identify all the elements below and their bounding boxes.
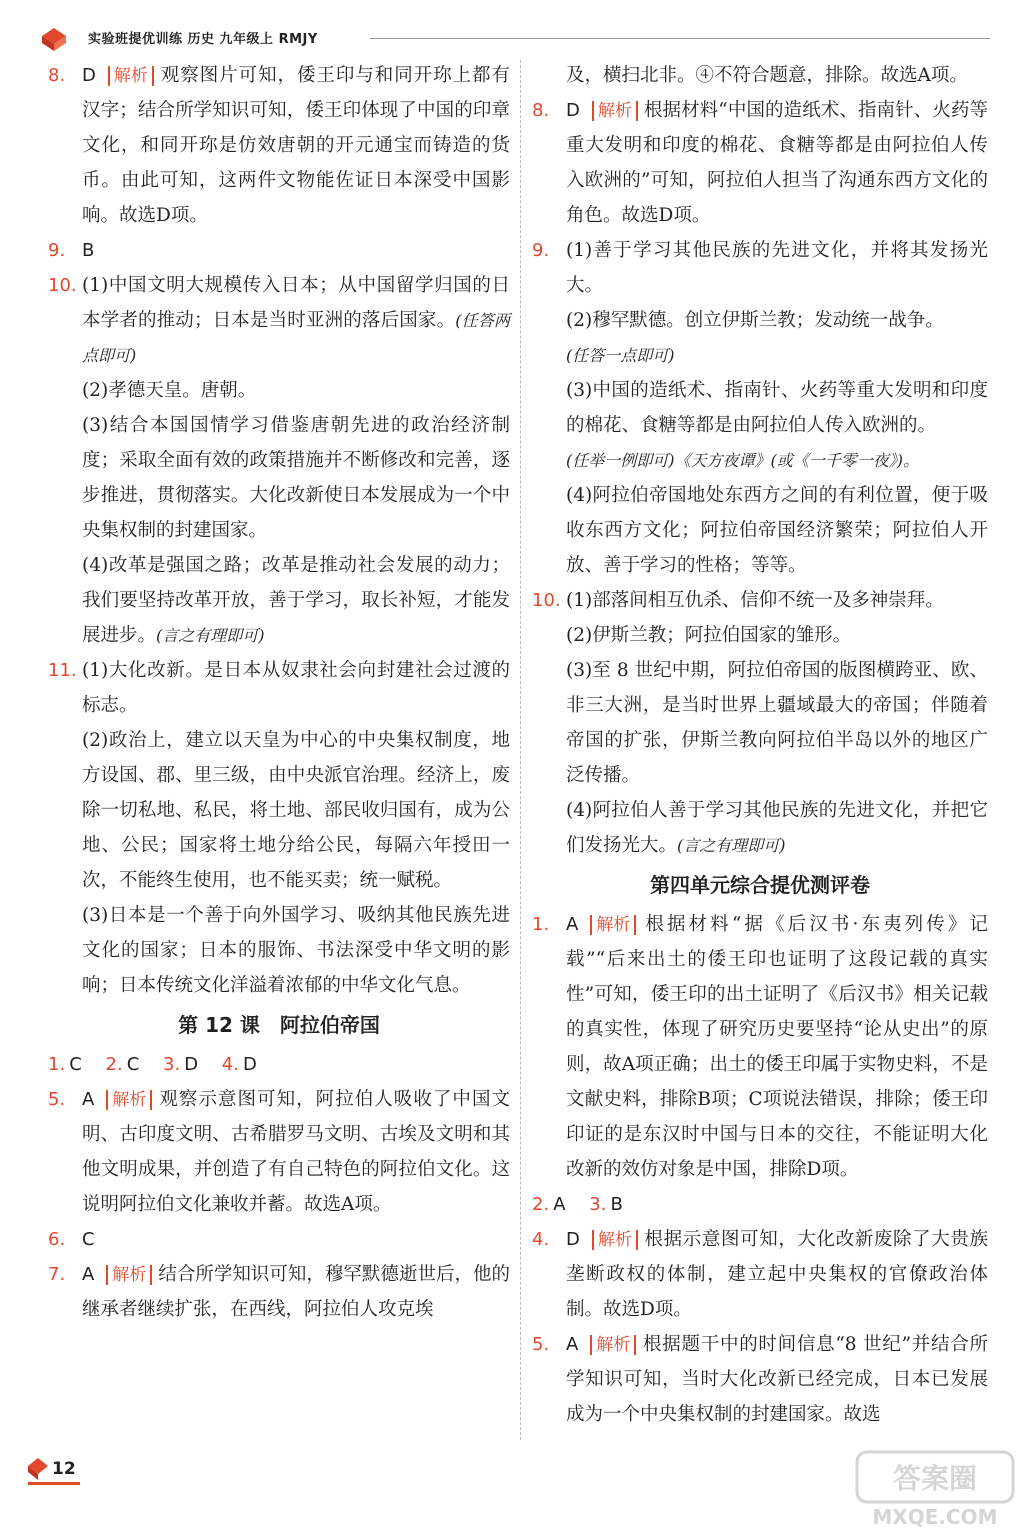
svg-text:答案圈: 答案圈 bbox=[892, 1462, 978, 1495]
answer-note: (任答两点即可) bbox=[82, 311, 510, 365]
page-number: 12 bbox=[52, 1459, 76, 1479]
lesson-title: 第 12 课 阿拉伯帝国 bbox=[178, 1013, 380, 1037]
page-marker-icon bbox=[28, 1458, 48, 1480]
question-number: 9. bbox=[532, 240, 550, 261]
answer-item-8 bbox=[48, 58, 510, 233]
analysis-tag: 解析 bbox=[590, 1335, 636, 1355]
question-number: 4. bbox=[532, 1229, 550, 1250]
question-number: 10. bbox=[48, 275, 77, 296]
answer-item-7-continued: 及，横扫北非。④不符合题意，排除。故选A项。 bbox=[566, 65, 968, 86]
book-logo-icon bbox=[40, 26, 68, 52]
question-number: 8. bbox=[48, 65, 66, 86]
answer-item-11 bbox=[48, 653, 510, 723]
question-number: 2. bbox=[105, 1054, 123, 1075]
column-divider bbox=[520, 60, 521, 1440]
analysis-tag: 解析 bbox=[108, 66, 154, 86]
answer-part-3: (3)结合本国国情学习借鉴唐朝先进的政治经济制度；采取全面有效的政策措施并不断修改和完善，逐步推进，贯彻落实。大化改新使日本发展成为一个中央集权制的封建国家。 bbox=[82, 415, 510, 541]
answer-item-8 bbox=[532, 93, 988, 233]
question-number: 11. bbox=[48, 660, 77, 681]
answer-part-1: (1)部落间相互仇杀、信仰不统一及多神崇拜。 bbox=[566, 590, 944, 611]
question-number: 1. bbox=[48, 1054, 66, 1075]
answer-note: (任举一例即可)《天方夜谭》(或《一千零一夜》)。 bbox=[566, 451, 919, 470]
question-number: 4. bbox=[221, 1054, 239, 1075]
answer-part-2: (2)政治上，建立以天皇为中心的中央集权制度，地方设国、郡、里三级，由中央派官治理。经济上，废除一切私地、私民，将土地、部民收归国有，成为公地、公民；国家将土地分给公民，每隔六年授田一次，不能终生使用，也不能买卖；统一赋税。 bbox=[82, 730, 510, 891]
analysis-tag: 解析 bbox=[590, 915, 636, 935]
answer-letter: A bbox=[566, 1334, 579, 1355]
answer-part-4: (4)改革是强国之路；改革是推动社会发展的动力；我们要坚持改革开放，善于学习，取长补短，才能发展进步。 bbox=[82, 555, 510, 646]
answer-letter: C bbox=[82, 1229, 95, 1250]
answer-part-2: (2)伊斯兰教；阿拉伯国家的雏形。 bbox=[566, 625, 852, 646]
answer-letter: D bbox=[566, 1229, 580, 1250]
unit-answer-item-5 bbox=[532, 1327, 988, 1432]
svg-text:MXQE.COM: MXQE.COM bbox=[872, 1505, 998, 1529]
page-number-underline bbox=[28, 1482, 80, 1485]
answer-part-4: (4)阿拉伯人善于学习其他民族的先进文化，并把它们发扬光大。 bbox=[566, 800, 988, 856]
answer-letter: D bbox=[82, 65, 96, 86]
left-column bbox=[48, 58, 510, 1327]
answer-item-5 bbox=[48, 1082, 510, 1222]
answer-letter: D bbox=[242, 1054, 257, 1075]
answer-part-3: (3)日本是一个善于向外国学习、吸纳其他民族先进文化的国家；日本的服饰、书法深受中华文明的影响；日本传统文化洋溢着浓郁的中华文化气息。 bbox=[82, 905, 510, 996]
answer-note: (言之有理即可) bbox=[156, 626, 265, 645]
answer-letter: C bbox=[126, 1054, 140, 1075]
answer-part-3: (3)至 8 世纪中期，阿拉伯帝国的版图横跨亚、欧、非三大洲，是当时世界上疆域最大的帝国；伴随着帝国的扩张，伊斯兰教向阿拉伯半岛以外的地区广泛传播。 bbox=[566, 660, 988, 786]
answer-letter: B bbox=[82, 240, 95, 261]
page-number-badge bbox=[28, 1456, 80, 1484]
answer-item-9 bbox=[532, 233, 988, 303]
unit-title: 第四单元综合提优测评卷 bbox=[650, 873, 870, 897]
question-number: 8. bbox=[532, 100, 550, 121]
question-number: 2. bbox=[532, 1194, 550, 1215]
answer-item-10 bbox=[48, 268, 510, 373]
answer-item-9 bbox=[48, 233, 510, 268]
answer-letter: A bbox=[82, 1089, 95, 1110]
answer-letter: A bbox=[82, 1264, 95, 1285]
answer-item-7 bbox=[48, 1257, 510, 1327]
header-title: 实验班提优训练 历史 九年级上 RMJY bbox=[88, 32, 318, 47]
header-rule bbox=[370, 38, 990, 39]
answer-part-2: (2)孝德天皇。唐朝。 bbox=[82, 380, 257, 401]
answer-part-4: (4)阿拉伯帝国地处东西方之间的有利位置，便于吸收东西方文化；阿拉伯帝国经济繁荣；阿拉伯人开放、善于学习的性格；等等。 bbox=[566, 485, 988, 576]
answer-note: (言之有理即可) bbox=[677, 836, 786, 855]
analysis-tag: 解析 bbox=[592, 1230, 638, 1250]
analysis-text: 根据材料“据《后汉书·东夷列传》记载”“后来出土的倭王印也证明了这段记载的真实性”可知，倭王印的出土证明了《后汉书》相关记载的真实性，体现了研究历史要坚持“论从史出”的原则，故A项正确；出土的倭王印属于实物史料，不是文献史料，排除B项；C项说法错误，排除；倭王印印证的是东汉时中国与日本的交往，不能证明大化改新的效仿对象是中国，排除D项。 bbox=[566, 914, 988, 1180]
question-number: 5. bbox=[532, 1334, 550, 1355]
question-number: 6. bbox=[48, 1229, 66, 1250]
analysis-text: 根据题干中的时间信息“8 世纪”并结合所学知识可知，当时大化改新已经完成，日本已发展成为一个中央集权制的封建国家。故选 bbox=[566, 1334, 988, 1425]
question-number: 3. bbox=[163, 1054, 181, 1075]
analysis-text: 观察示意图可知，阿拉伯人吸收了中国文明、古印度文明、古希腊罗马文明、古埃及文明和其他文明成果，并创造了有自己特色的阿拉伯文化。这说明阿拉伯文化兼收并蓄。故选A项。 bbox=[82, 1089, 510, 1215]
analysis-text: 结合所学知识可知，穆罕默德逝世后，他的继承者继续扩张，在西线，阿拉伯人攻克埃 bbox=[82, 1264, 510, 1320]
quick-answers-row bbox=[48, 1047, 510, 1082]
answer-item-10 bbox=[532, 583, 988, 618]
question-number: 1. bbox=[532, 914, 550, 935]
question-number: 7. bbox=[48, 1264, 66, 1285]
analysis-tag: 解析 bbox=[106, 1090, 152, 1110]
answer-part-3: (3)中国的造纸术、指南针、火药等重大发明和印度的棉花、食糖等都是由阿拉伯人传入欧洲的。 bbox=[566, 380, 988, 436]
page-header bbox=[40, 22, 990, 56]
analysis-text: 观察图片可知，倭王印与和同开珎上都有汉字；结合所学知识可知，倭王印体现了中国的印章文化，和同开珎是仿效唐朝的开元通宝而铸造的货币。由此可知，这两件文物能佐证日本深受中国影响。故选D项。 bbox=[82, 65, 510, 226]
analysis-tag: 解析 bbox=[106, 1265, 152, 1285]
answer-letter: D bbox=[566, 100, 580, 121]
answer-part-1: (1)善于学习其他民族的先进文化，并将其发扬光大。 bbox=[566, 240, 988, 296]
answer-part-2: (2)穆罕默德。创立伊斯兰教；发动统一战争。 bbox=[566, 310, 944, 331]
answer-letter: B bbox=[610, 1194, 623, 1215]
right-column bbox=[532, 58, 988, 1432]
question-number: 9. bbox=[48, 240, 66, 261]
analysis-text: 根据材料“中国的造纸术、指南针、火药等重大发明和印度的棉花、食糖等都是由阿拉伯人传入欧洲的”可知，阿拉伯人担当了沟通东西方文化的角色。故选D项。 bbox=[566, 100, 988, 226]
answer-part-4-block bbox=[48, 548, 510, 653]
question-number: 5. bbox=[48, 1089, 66, 1110]
unit-answer-item-4 bbox=[532, 1222, 988, 1327]
answer-part-4-block bbox=[532, 793, 988, 863]
answer-letter: D bbox=[184, 1054, 199, 1075]
analysis-tag: 解析 bbox=[592, 101, 638, 121]
answer-part-1: (1)大化改新。是日本从奴隶社会向封建社会过渡的标志。 bbox=[82, 660, 510, 716]
answer-part-1: (1)中国文明大规模传入日本；从中国留学归国的日本学者的推动；日本是当时亚洲的落后国家。 bbox=[82, 275, 510, 331]
answer-item-6 bbox=[48, 1222, 510, 1257]
watermark-logo bbox=[855, 1450, 1015, 1530]
answer-letter: C bbox=[69, 1054, 82, 1075]
answer-letter: A bbox=[566, 914, 579, 935]
quick-answers-row bbox=[532, 1187, 988, 1222]
answer-letter: A bbox=[553, 1194, 566, 1215]
question-number: 10. bbox=[532, 590, 561, 611]
answer-note: (任答一点即可) bbox=[566, 346, 675, 365]
analysis-text: 根据示意图可知，大化改新废除了大贵族垄断政权的体制，建立起中央集权的官僚政治体制。故选D项。 bbox=[566, 1229, 988, 1320]
unit-answer-item-1 bbox=[532, 907, 988, 1187]
question-number: 3. bbox=[589, 1194, 607, 1215]
